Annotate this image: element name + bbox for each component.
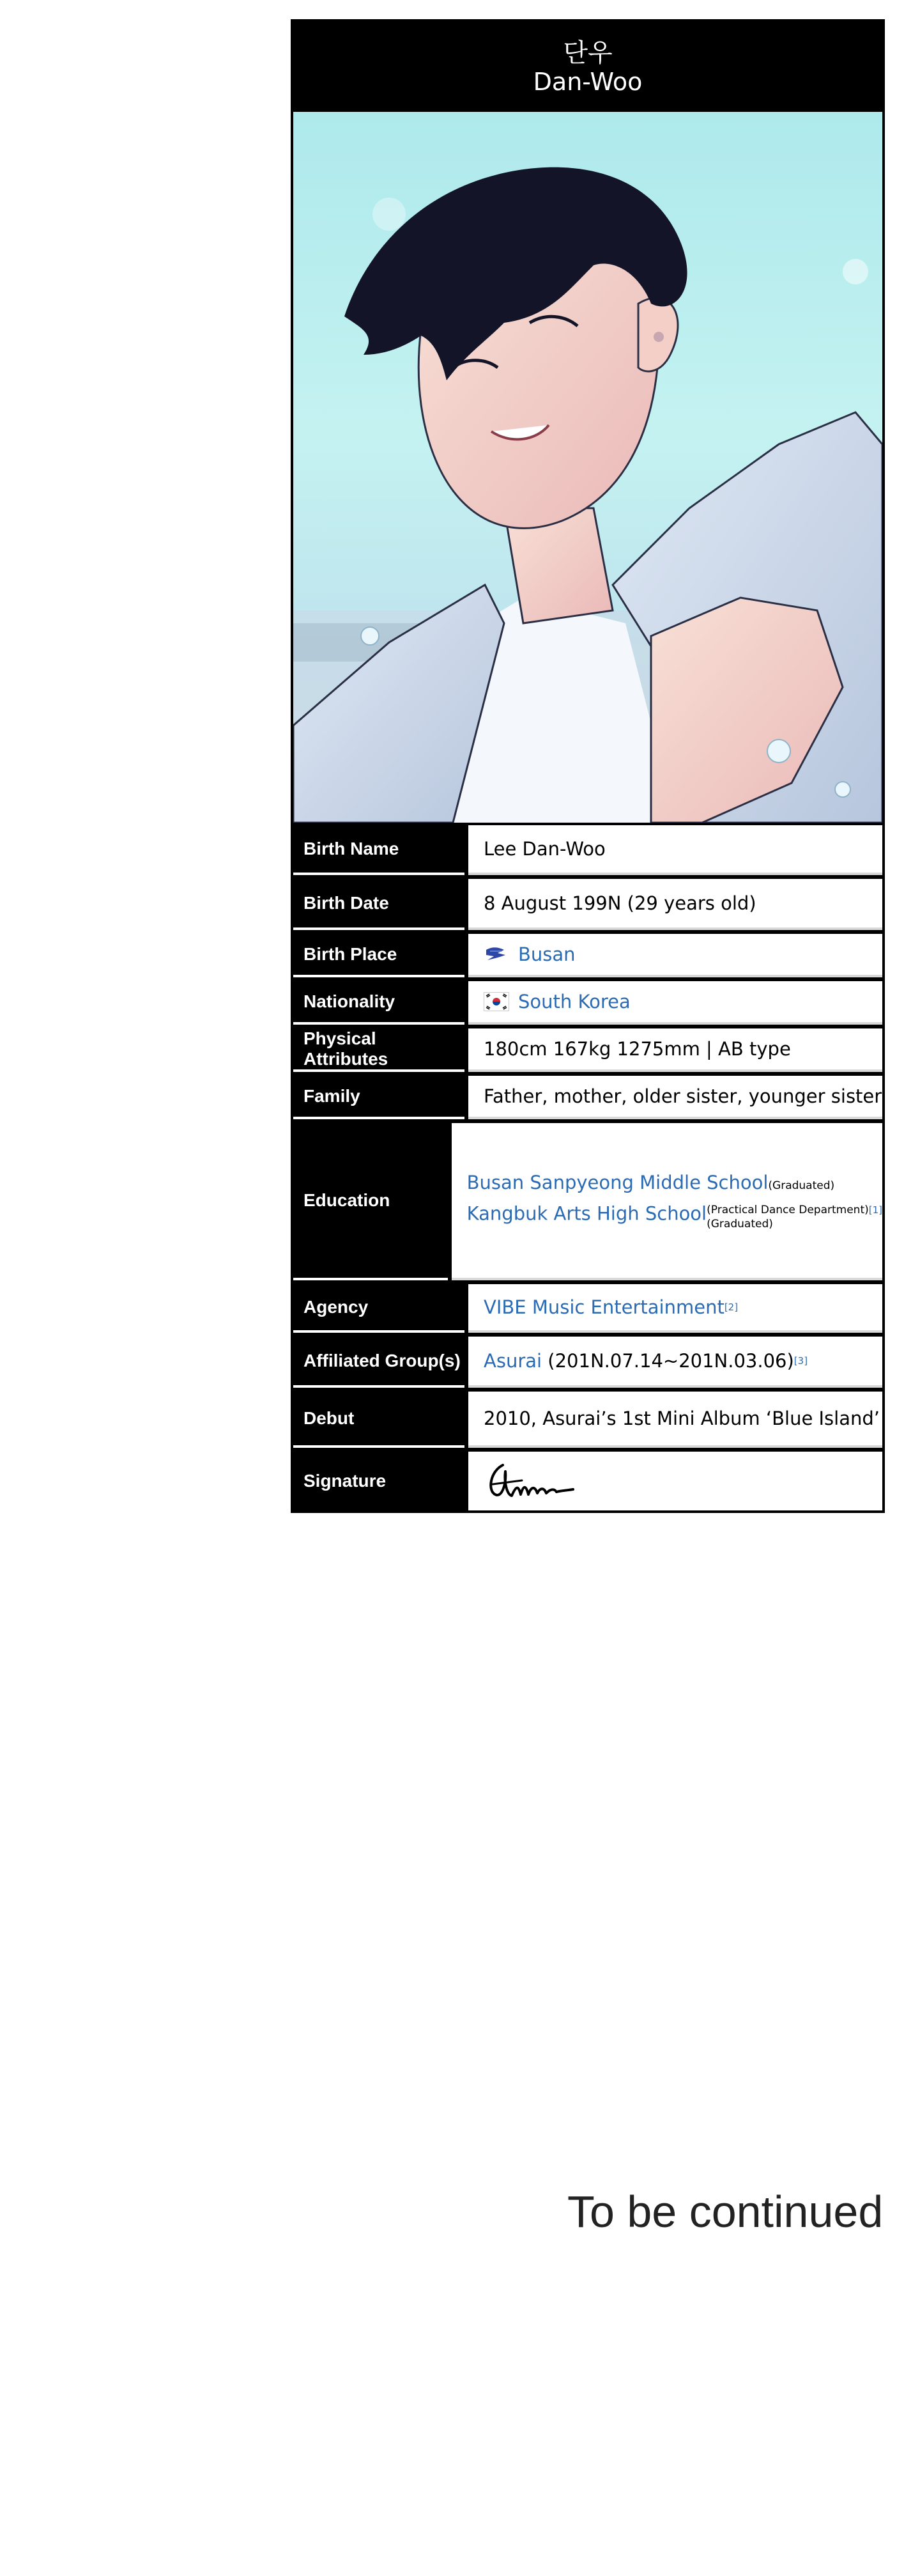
education-item xyxy=(467,1170,882,1198)
english-name: Dan-Woo xyxy=(533,67,643,96)
signature-image xyxy=(484,1459,579,1503)
footnote-link[interactable]: [1] xyxy=(868,1204,882,1216)
row-label: Nationality xyxy=(293,981,464,1025)
row-value xyxy=(468,1452,882,1510)
nationality-link[interactable]: South Korea xyxy=(518,991,631,1013)
profile-infobox xyxy=(291,19,885,1513)
row-value xyxy=(468,1284,882,1333)
portrait-image xyxy=(293,112,882,823)
row-agency xyxy=(293,1284,882,1333)
row-education xyxy=(293,1123,882,1280)
row-label: Birth Place xyxy=(293,934,464,977)
row-label: Affiliated Group(s) xyxy=(293,1337,464,1388)
row-birth-name xyxy=(293,825,882,875)
row-value xyxy=(452,1123,882,1280)
row-value: Father, mother, older sister, younger sister xyxy=(468,1076,882,1119)
row-label: Family xyxy=(293,1076,464,1119)
row-label: Education xyxy=(293,1123,448,1280)
footnote-link[interactable]: [3] xyxy=(793,1355,808,1367)
row-label: Physical Attributes xyxy=(293,1028,464,1072)
school-notes xyxy=(707,1203,869,1231)
footnote-link[interactable]: [2] xyxy=(724,1301,739,1313)
row-label: Signature xyxy=(293,1452,464,1510)
row-value xyxy=(468,981,882,1025)
row-label: Birth Name xyxy=(293,825,464,875)
row-nationality xyxy=(293,981,882,1025)
row-label: Debut xyxy=(293,1392,464,1448)
portrait-illustration-icon xyxy=(293,112,882,823)
row-signature xyxy=(293,1452,882,1510)
school-link[interactable]: Kangbuk Arts High School xyxy=(466,1202,707,1225)
row-value: 180cm 167kg 1275mm | AB type xyxy=(468,1028,882,1072)
row-value xyxy=(468,1337,882,1388)
group-period: (201N.07.14~201N.03.06) xyxy=(548,1350,794,1372)
south-korea-flag-icon xyxy=(484,992,509,1011)
infobox-header xyxy=(293,22,882,112)
row-family xyxy=(293,1076,882,1119)
row-value: Lee Dan-Woo xyxy=(468,825,882,875)
row-birth-date xyxy=(293,879,882,930)
school-note: (Graduated) xyxy=(768,1179,835,1192)
school-link[interactable]: Busan Sanpyeong Middle School xyxy=(466,1171,769,1193)
agency-link[interactable]: VIBE Music Entertainment xyxy=(484,1296,724,1318)
row-affiliated-groups xyxy=(293,1337,882,1388)
row-debut xyxy=(293,1392,882,1448)
school-note: (Practical Dance Department) xyxy=(707,1203,869,1216)
education-list xyxy=(467,1170,882,1231)
infobox-rows xyxy=(293,825,882,1510)
school-note: (Graduated) xyxy=(707,1217,773,1230)
korean-name: 단우 xyxy=(563,38,613,68)
group-link[interactable]: Asurai xyxy=(484,1350,542,1372)
row-label: Birth Date xyxy=(293,879,464,930)
row-label: Agency xyxy=(293,1284,464,1333)
row-physical-attributes xyxy=(293,1028,882,1072)
birth-place-link[interactable]: Busan xyxy=(518,943,576,965)
row-value xyxy=(468,934,882,977)
row-birth-place xyxy=(293,934,882,977)
busan-emblem-icon xyxy=(484,945,509,964)
row-value: 8 August 199N (29 years old) xyxy=(468,879,882,930)
education-item xyxy=(467,1198,882,1231)
row-value: 2010, Asurai’s 1st Mini Album ‘Blue Island’ xyxy=(468,1392,882,1448)
to-be-continued-text: To be continued xyxy=(567,2187,884,2237)
